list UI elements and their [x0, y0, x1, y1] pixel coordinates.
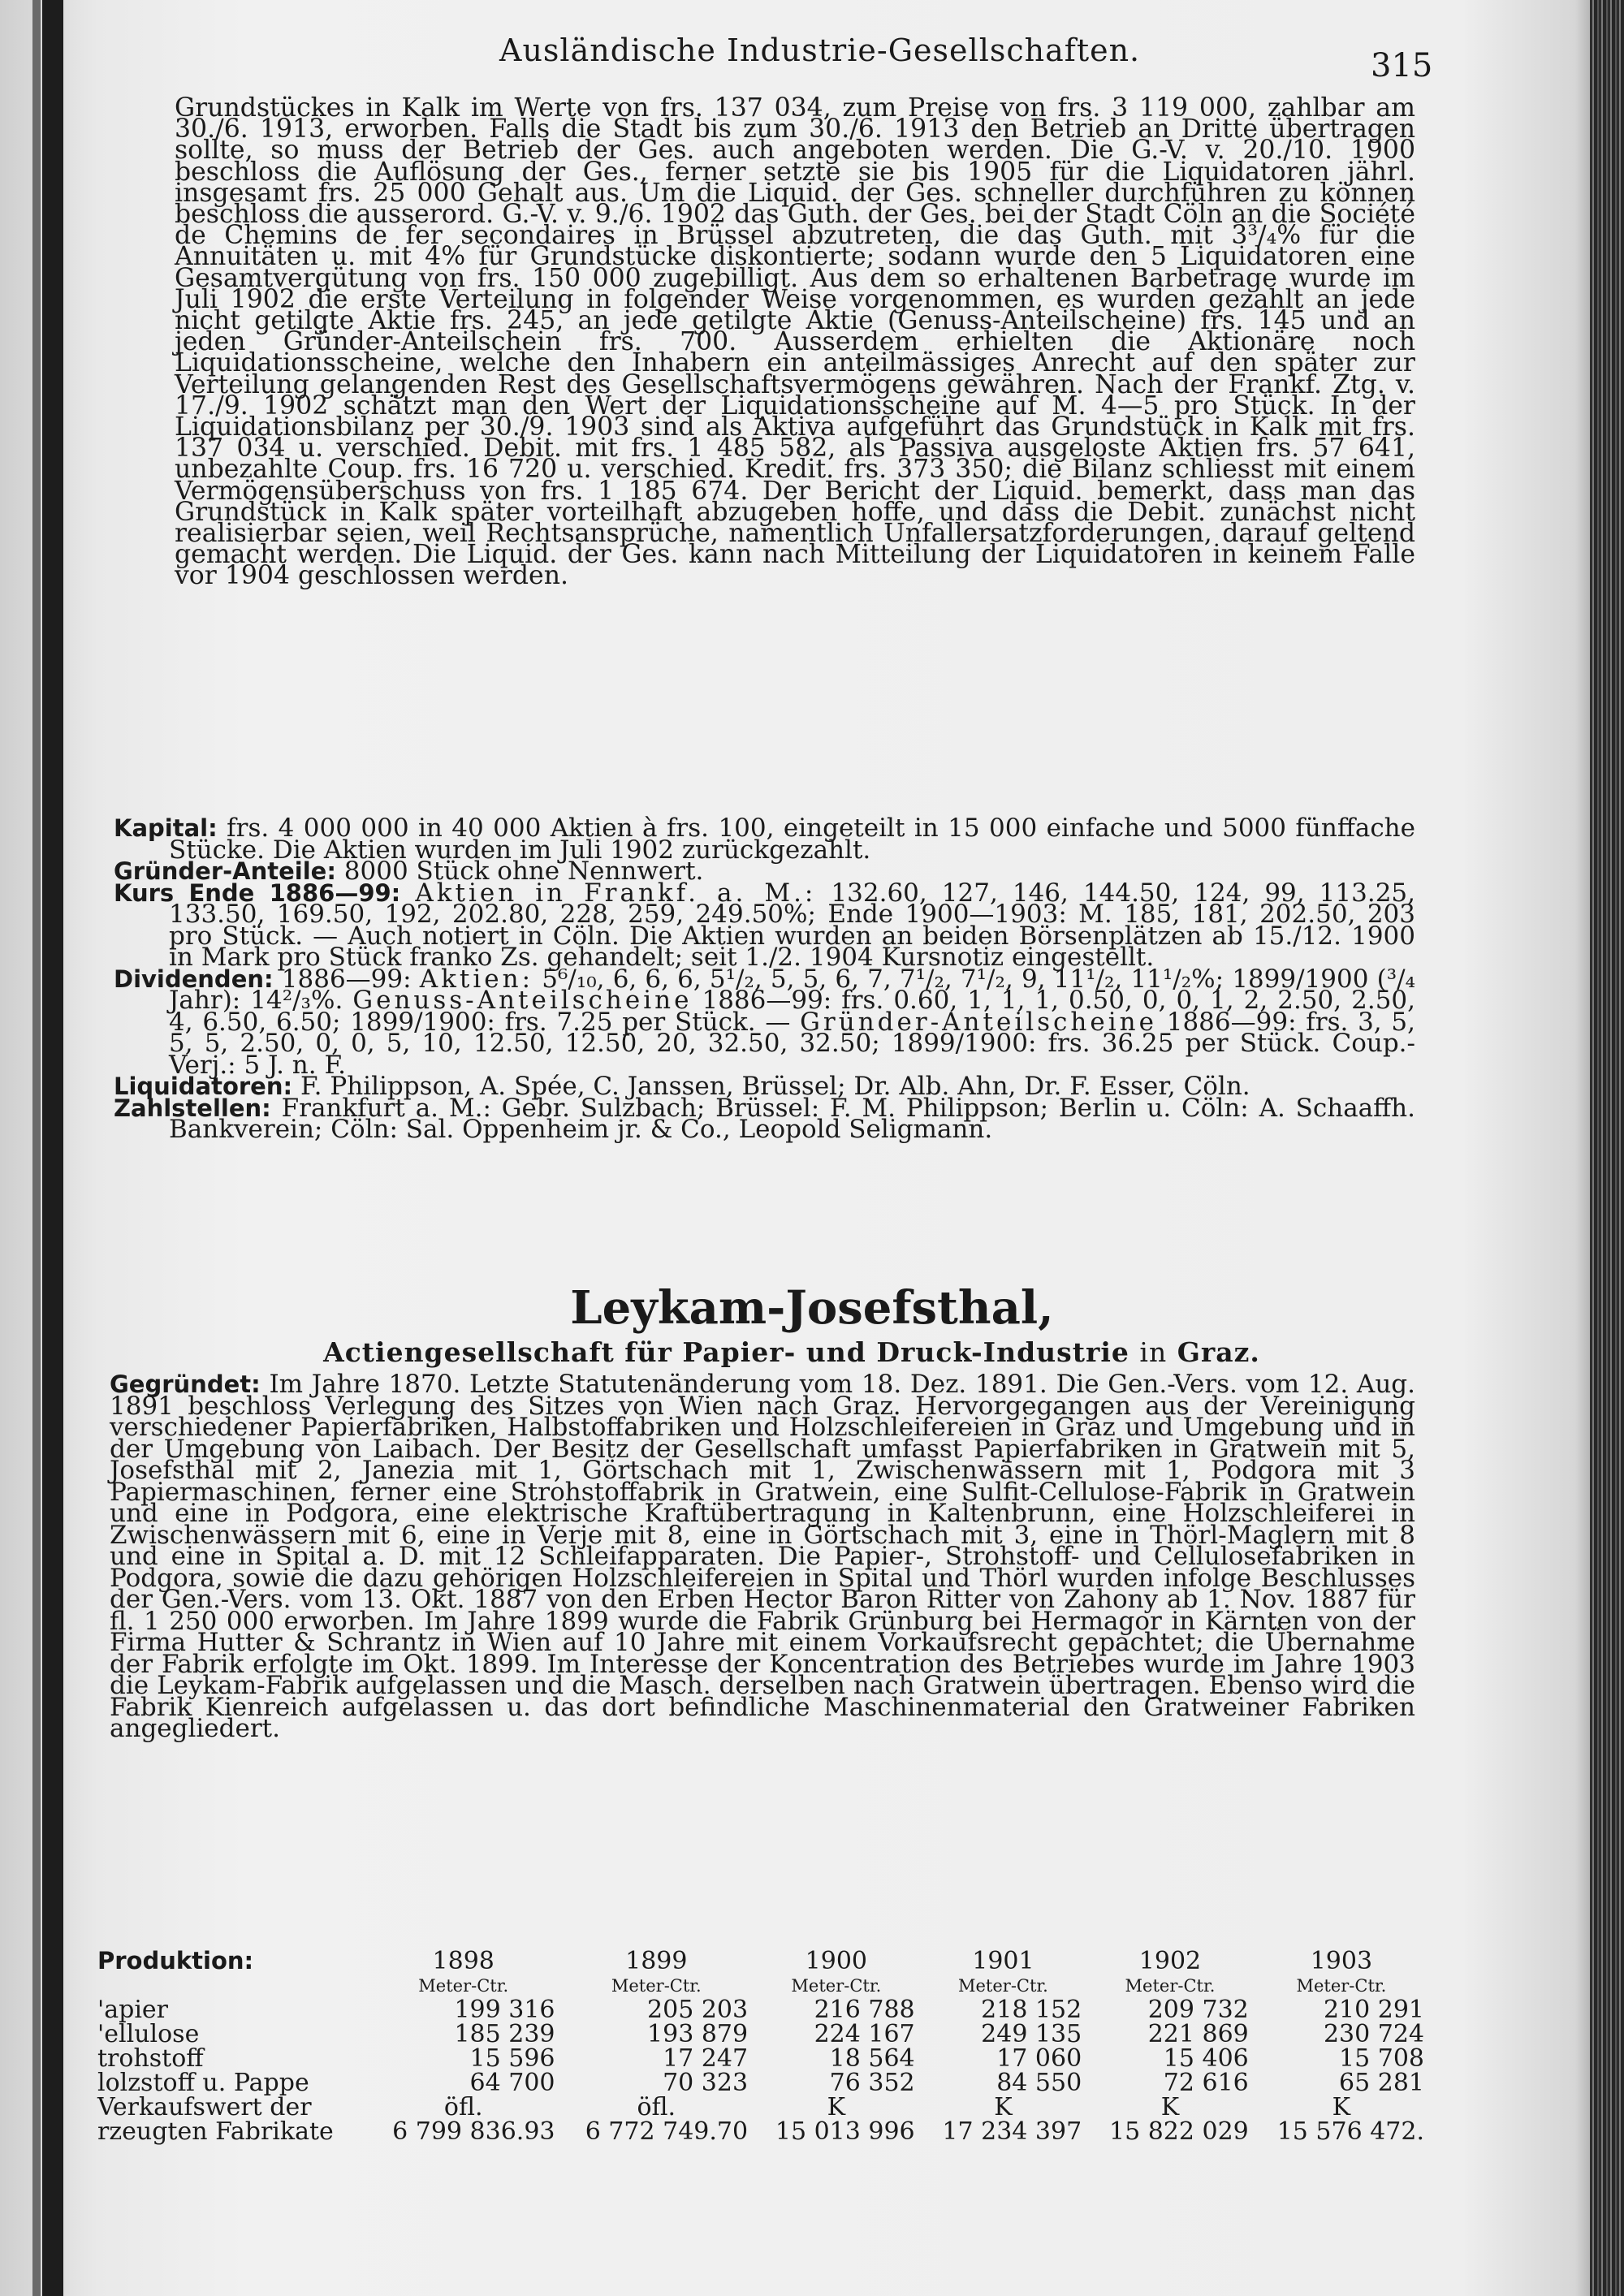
production-table — [97, 1946, 1429, 2146]
table-cell: 72 616 — [1163, 2069, 1249, 2097]
table-cell: 6 799 836.93 — [392, 2117, 555, 2146]
table-cell: 210 291 — [1323, 1996, 1424, 2024]
table-cell: 15 596 — [469, 2044, 555, 2073]
table-row — [97, 2047, 1429, 2071]
page-number: 315 — [1371, 47, 1433, 84]
currency-cell: K — [1332, 2093, 1351, 2121]
currency-cell: K — [827, 2093, 846, 2121]
row-label: 'ellulose — [97, 2020, 200, 2048]
gruender-label: Gründer-Anteile: — [114, 857, 336, 885]
dividenden-aktien: Aktien: — [419, 964, 534, 994]
table-cell: 76 352 — [829, 2069, 915, 2097]
table-cell: 15 708 — [1339, 2044, 1424, 2073]
zahlstellen-entry — [114, 1093, 1415, 1144]
table-cell: 17 060 — [996, 2044, 1082, 2073]
table-cell: 221 869 — [1147, 2020, 1249, 2048]
currency-cell: K — [994, 2093, 1013, 2121]
table-cell: 70 323 — [663, 2069, 749, 2097]
dividenden-text3: 1886—99: frs. 3, 5, 5, 5, 2.50, 0, 0, 5, 10, 12.50, 12.50, 20, 32.50, 32.50; 1899/1900: frs. 36.25 per Stück. Coup.-Verj.: 5 J. n. F. — [169, 1007, 1415, 1080]
table-cell: 15 576 472. — [1276, 2117, 1424, 2146]
row-label: trohstoff — [97, 2044, 204, 2073]
currency-row — [97, 2095, 1429, 2120]
table-cell: 230 724 — [1323, 2020, 1424, 2048]
year-cell: 1898 — [432, 1946, 495, 1975]
year-cell: 1899 — [625, 1946, 688, 1975]
table-cell: 17 234 397 — [942, 2117, 1082, 2146]
row-label: 'apier — [97, 1996, 169, 2024]
dividenden-gruender: Gründer-Anteilscheine — [800, 1007, 1157, 1037]
table-row — [97, 1998, 1429, 2022]
dividenden-text2: 1886—99: frs. 0.60, 1, 1, 1, 0.50, 0, 0, 1, 2, 2.50, 2.50, 4, 6.50, 6.50; 1899/1900: frs. 7.25 per Stück. — — [169, 986, 1415, 1037]
table-row — [97, 2071, 1429, 2095]
liquidatoren-text: F. Philippson, A. Spée, C. Janssen, Brüssel; Dr. Alb. Ahn, Dr. F. Esser, Cöln. — [300, 1072, 1250, 1101]
row-label: rzeugten Fabrikate — [97, 2117, 334, 2146]
dividenden-text1: 5⁶/₁₀, 6, 6, 6, 5¹/₂, 5, 5, 6, 7, 7¹/₂, 7¹/₂, 9, 11¹/₂, 11¹/₂%; 1899/1900 (³/₄ Jahr): 14²/₃%. — [169, 964, 1416, 1015]
table-cell: 17 247 — [663, 2044, 749, 2073]
kurs-spaced: Aktien in Frankf. a. M.: — [415, 878, 817, 908]
production-label: Produktion: — [97, 1947, 254, 1974]
table-cell: 6 772 749.70 — [585, 2117, 749, 2146]
dividenden-genuss: Genuss-Anteilscheine — [352, 986, 693, 1015]
currency-cell: öfl. — [443, 2093, 483, 2121]
company-subtitle-in: in — [1139, 1336, 1168, 1368]
table-row — [97, 2022, 1429, 2047]
production-year-row — [97, 1949, 1429, 1974]
kurs-entry — [114, 878, 1415, 972]
unit-cell: Meter-Ctr. — [1125, 1976, 1216, 1996]
kapital-entry — [114, 814, 1415, 865]
table-cell: 218 152 — [981, 1996, 1082, 2024]
gegruendet-entry — [110, 1370, 1415, 1743]
table-cell: 185 239 — [454, 2020, 555, 2048]
previous-company-sections — [114, 814, 1416, 1144]
kapital-label: Kapital: — [114, 814, 218, 842]
company-subtitle-city: Graz. — [1177, 1336, 1260, 1368]
unit-cell: Meter-Ctr. — [418, 1976, 509, 1996]
gegruendet-label: Gegründet: — [110, 1370, 261, 1398]
unit-cell: Meter-Ctr. — [611, 1976, 702, 1996]
liquidatoren-label: Liquidatoren: — [114, 1072, 293, 1100]
unit-cell: Meter-Ctr. — [791, 1976, 882, 1996]
table-cell: 199 316 — [454, 1996, 555, 2024]
table-cell: 18 564 — [829, 2044, 915, 2073]
book-spine-edge — [42, 0, 63, 2296]
company-subtitle-main: Actiengesellschaft für Papier- und Druck-Industrie — [323, 1336, 1129, 1368]
dividenden-entry — [114, 964, 1416, 1080]
table-cell: 15 013 996 — [775, 2117, 915, 2146]
year-cell: 1902 — [1138, 1946, 1202, 1975]
production-unit-row — [97, 1974, 1429, 1998]
kurs-label: Kurs Ende 1886—99: — [114, 878, 401, 907]
table-cell: 65 281 — [1339, 2069, 1424, 2097]
row-label: Verkaufswert der — [97, 2093, 312, 2121]
unit-cell: Meter-Ctr. — [957, 1976, 1048, 1996]
dividenden-label: Dividenden: — [114, 965, 274, 993]
table-cell: 193 879 — [647, 2020, 749, 2048]
currency-cell: K — [1160, 2093, 1180, 2121]
table-cell: 15 406 — [1163, 2044, 1249, 2073]
gruender-text: 8000 Stück ohne Nennwert. — [343, 857, 704, 886]
running-head: Ausländische Industrie-Gesellschaften. — [499, 32, 1141, 68]
kurs-text: 132.60, 127, 146, 144.50, 124, 99, 113.25, 133.50, 169.50, 192, 202.80, 228, 259, 249.50%; Ende 1900—1903: M. 185, 181, 202.50, 203 pro Stück. — Auch notiert in Cöln. Die Aktien wurden an beiden Börsenplätzen ab 15./12. 1900 in Mark pro Stück franko Zs. gehandelt; seit 1./2. 1904 Kursnotiz eingestellt. — [169, 878, 1415, 972]
value-total-row — [97, 2120, 1429, 2144]
previous-company-paragraph: Grundstückes in Kalk im Werte von frs. 137 034, zum Preise von frs. 3 119 000, zahlbar am 30./6. 1913, erworben. Falls die Stadt bis zum 30./6. 1913 den Betrieb an Dritte übertragen sollte, so muss der Betrieb der Ges. auch angeboten werden. Die G.-V. v. 20./10. 1900 beschloss die Auflösung der Ges., ferner setzte sie bis 1905 für die Liquidatoren jährl. insgesamt frs. 25 000 Gehalt aus. Um die Liquid. der Ges. schneller durchführen zu können beschloss die ausserord. G.-V. v. 9./6. 1902 das Guth. der Ges. bei der Stadt Cöln an die Société de Chemins de fer secondaires in Brüssel abzutreten, die das Guth. mit 3³/₄% für die Annuitäten u. mit 4% für Grundstücke diskontierte; sodann wurde den 5 Liquidatoren eine Gesamtvergütung von frs. 150 000 zugebilligt. Aus dem so erhaltenen Barbetrage wurde im Juli 1902 die erste Verteilung in folgender Weise vorgenommen, es wurden gezahlt an jede nicht getilgte Aktie frs. 245, an jede getilgte Aktie (Genuss-Anteilscheine) frs. 145 und an jeden Gründer-Anteilschein frs. 700. Ausserdem erhielten die Aktionäre noch Liquidationsscheine, welche den Inhabern ein anteilmässiges Anrecht auf den später zur Verteilung gelangenden Rest des Gesellschaftsvermögens gewähren. Nach der Frankf. Ztg. v. 17./9. 1902 schätzt man den Wert der Liquidationsscheine auf M. 4—5 pro Stück. In der Liquidationsbilanz per 30./9. 1903 sind als Aktiva aufgeführt das Grundstück in Kalk mit frs. 137 034 u. verschied. Debit. mit frs. 1 485 582, als Passiva ausgeloste Aktien frs. 57 641, unbezahlte Coup. frs. 16 720 u. verschied. Kredit. frs. 373 350; die Bilanz schliesst mit einem Vermögensüberschuss von frs. 1 185 674. Der Bericht der Liquid. bemerkt, dass man das Grundstück in Kalk später vorteilhaft abzugeben hoffe, und dass die Debit. zunächst nicht realisierbar seien, weil Rechtsansprüche, namentlich Unfallersatzforderungen, darauf geltend gemacht werden. Die Liquid. der Ges. kann nach Mitteilung der Liquidatoren in keinem Falle vor 1904 geschlossen werden. — [175, 93, 1415, 591]
table-cell: 209 732 — [1147, 1996, 1249, 2024]
table-cell: 205 203 — [647, 1996, 749, 2024]
table-cell: 216 788 — [814, 1996, 915, 2024]
currency-cell: öfl. — [637, 2093, 676, 2121]
dividenden-part1: 1886—99: — [281, 964, 412, 994]
table-cell: 249 135 — [981, 2020, 1082, 2048]
year-cell: 1903 — [1310, 1946, 1373, 1975]
unit-cell: Meter-Ctr. — [1296, 1976, 1387, 1996]
row-label: lolzstoff u. Pappe — [97, 2069, 309, 2097]
table-cell: 15 822 029 — [1108, 2117, 1249, 2146]
company-subtitle — [0, 1336, 1583, 1368]
year-cell: 1901 — [972, 1946, 1034, 1975]
year-cell: 1900 — [805, 1946, 868, 1975]
table-cell: 224 167 — [814, 2020, 915, 2048]
page-edge-stack — [1590, 0, 1624, 2296]
zahlstellen-text: Frankfurt a. M.: Gebr. Sulzbach; Brüssel: F. M. Philippson; Berlin u. Cöln: A. Schaaffh. Bankverein; Cöln: Sal. Oppenheim jr. & Co., Leopold Seligmann. — [169, 1093, 1415, 1144]
book-gutter-shadow — [32, 0, 41, 2296]
company-title: Leykam-Josefsthal, — [570, 1281, 1054, 1335]
table-cell: 84 550 — [996, 2069, 1082, 2097]
zahlstellen-label: Zahlstellen: — [114, 1094, 271, 1122]
table-cell: 64 700 — [469, 2069, 555, 2097]
gegruendet-text: Im Jahre 1870. Letzte Statutenänderung vom 18. Dez. 1891. Die Gen.-Vers. vom 12. Aug. 1891 beschloss Verlegung des Sitzes von Wien nach Graz. Hervorgegangen aus der Vereinigung verschiedener Papierfabriken, Halbstoffabriken und Holzschleifereien in Graz und Umgebung und in der Umgebung von Laibach. Der Besitz der Gesellschaft umfasst Papierfabriken in Gratwein mit 5, Josefsthal mit 2, Janezia mit 1, Görtschach mit 1, Zwischenwässern mit 1, Podgora mit 3 Papiermaschinen, ferner eine Strohstoffabrik in Gratwein, eine Sulfit-Cellulose-Fabrik in Gratwein und eine in Podgora, eine elektrische Kraftübertragung in Kaltenbrunn, eine Holzschleiferei in Zwischenwässern mit 6, eine in Verje mit 8, eine in Görtschach mit 3, eine in Thörl-Maglern mit 8 und eine in Spital a. D. mit 12 Schleifapparaten. Die Papier-, Strohstoff- und Cellulosefabriken in Podgora, sowie die dazu gehörigen Holzschleifereien in Spital und Thörl wurden infolge Beschlusses der Gen.-Vers. vom 13. Okt. 1887 von den Erben Hector Baron Ritter von Zahony ab 1. Nov. 1887 für fl. 1 250 000 erworben. Im Jahre 1899 wurde die Fabrik Grünburg bei Hermagor in Kärnten von der Firma Hutter & Schrantz in Wien auf 10 Jahre mit einem Vorkaufsrecht gepachtet; die Übernahme der Fabrik erfolgte im Okt. 1899. Im Interesse der Koncentration des Betriebes wurde im Jahre 1903 die Leykam-Fabrik aufgelassen und die Masch. derselben nach Gratwein übertragen. Ebenso wird die Fabrik Kienreich aufgelassen u. das dort befindliche Maschinenmaterial den Gratweiner Fabriken angegliedert. — [110, 1370, 1415, 1743]
kapital-text: frs. 4 000 000 in 40 000 Aktien à frs. 100, eingeteilt in 15 000 einfache und 5000 fünffache Stücke. Die Aktien wurden im Juli 1902 zurückgezahlt. — [169, 814, 1415, 865]
